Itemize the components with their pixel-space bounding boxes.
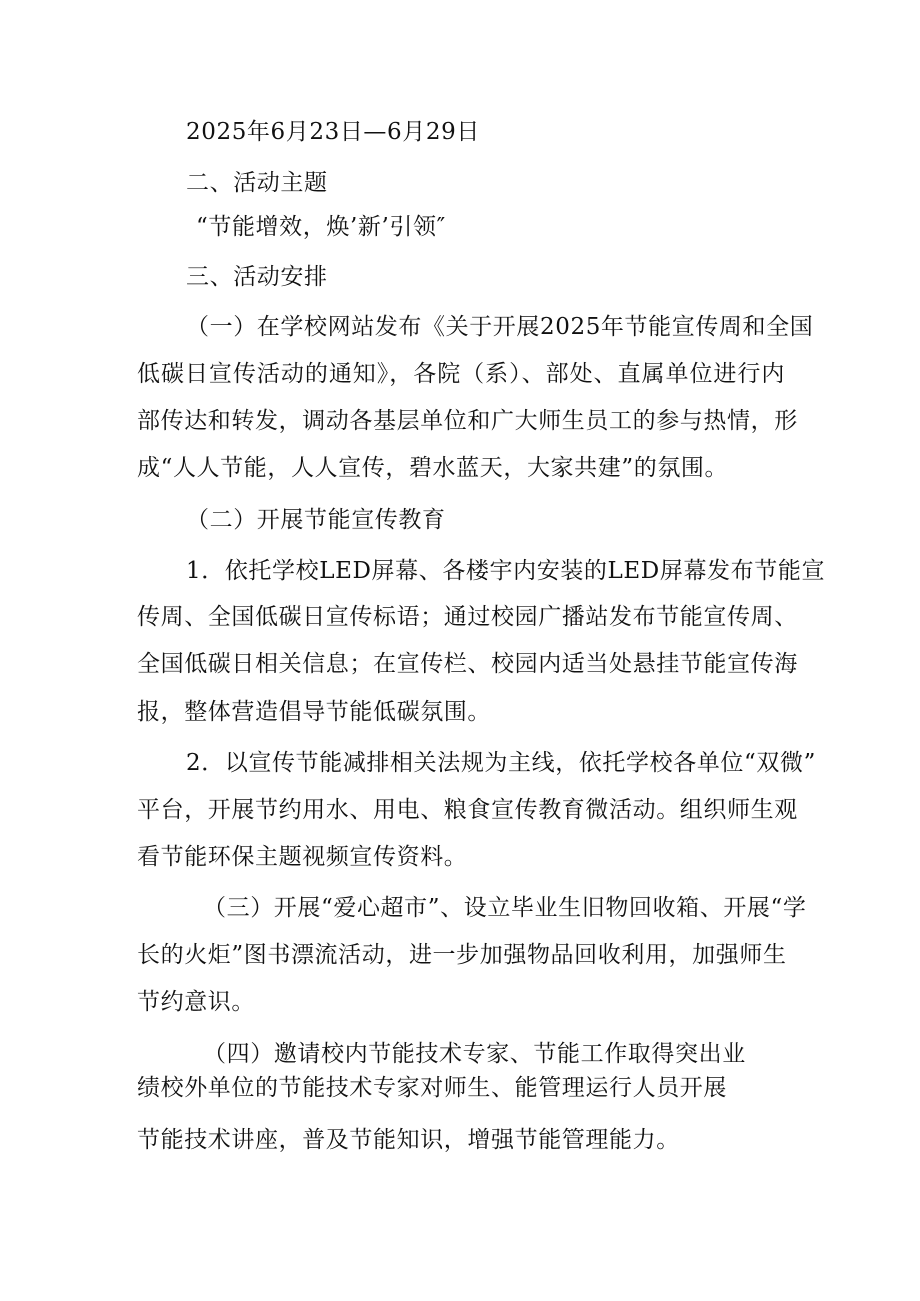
section-heading-theme: 二、活动主题 xyxy=(186,170,328,196)
item2-2-line: 2．以宣传节能减排相关法规为主线，依托学校各单位“双微” xyxy=(186,750,816,776)
item3-line: （三）开展“爱心超市”、设立毕业生旧物回收箱、开展“学 xyxy=(203,895,807,921)
item2-1-line: 报，整体营造倡导节能低碳氛围。 xyxy=(137,699,491,725)
item4-line: 绩校外单位的节能技术专家对师生、能管理运行人员开展 xyxy=(137,1075,727,1101)
item1-line: 部传达和转发，调动各基层单位和广大师生员工的参与热情，形 xyxy=(137,408,798,434)
item3-line: 长的火炬”图书漂流活动，进一步加强物品回收利用，加强师生 xyxy=(137,942,787,968)
item2-1-line: 1．依托学校LED屏幕、各楼宇内安装的LED屏幕发布节能宣 xyxy=(186,558,826,584)
item2-1-line: 全国低碳日相关信息；在宣传栏、校园内适当处悬挂节能宣传海 xyxy=(137,651,798,677)
item2-2-line: 平台，开展节约用水、用电、粮食宣传教育微活动。组织师生观 xyxy=(137,797,798,823)
item1-line: 低碳日宣传活动的通知》，各院（系）、部处、直属单位进行内 xyxy=(137,361,785,387)
item4-line: （四）邀请校内节能技术专家、节能工作取得突出业 xyxy=(203,1041,746,1067)
item2-2-line: 看节能环保主题视频宣传资料。 xyxy=(137,844,468,870)
item2-1-line: 传周、全国低碳日宣传标语；通过校园广播站发布节能宣传周、 xyxy=(137,604,798,630)
section-heading-arrangement: 三、活动安排 xyxy=(186,264,328,290)
date-range: 2025年6月23日—6月29日 xyxy=(186,119,480,145)
item3-line: 节约意识。 xyxy=(137,989,255,1015)
item1-line: （一）在学校网站发布《关于开展2025年节能宣传周和全国 xyxy=(186,314,814,340)
item1-line: 成“人人节能，人人宣传，碧水蓝天，大家共建”的氛围。 xyxy=(137,455,729,481)
item4-line: 节能技术讲座，普及节能知识，增强节能管理能力。 xyxy=(137,1127,680,1153)
item2-heading: （二）开展节能宣传教育 xyxy=(186,507,446,533)
activity-theme: “节能增效，焕’新’引领″ xyxy=(196,214,446,240)
